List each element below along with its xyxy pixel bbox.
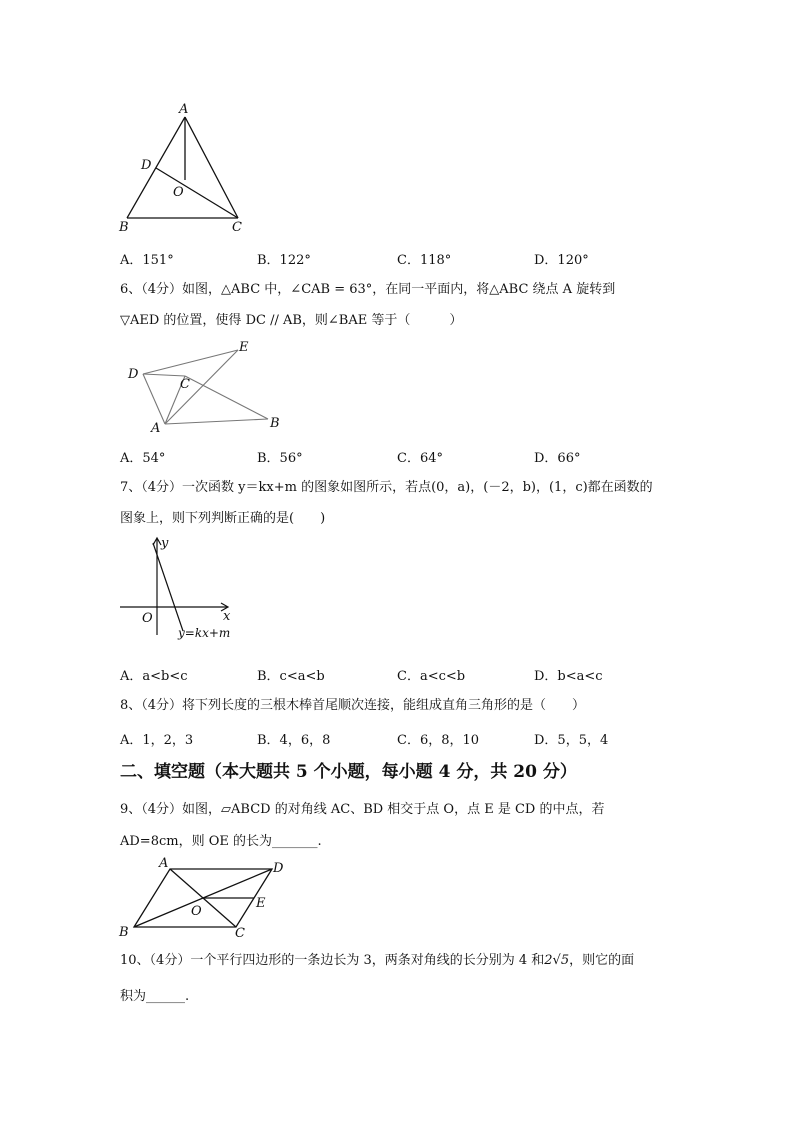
q10-stem-line1 [120, 952, 634, 970]
q10-stem-text-pre: 10、（4分）一个平行四边形的一条边长为 3，两条对角线的长分别为 4 和 [120, 953, 545, 968]
q8-stem: 8、（4分）将下列长度的三根木棒首尾顺次连接，能组成直角三角形的是（ ） [120, 698, 586, 713]
q6-edge-cb [185, 376, 268, 419]
q9-label-e: E [256, 896, 266, 911]
q5-figure [115, 100, 255, 235]
q6-label-e: E [239, 340, 249, 355]
q9-stem-line2: AD=8cm，则 OE 的长为_______. [120, 834, 322, 849]
q6-option-c: C．64° [397, 451, 443, 466]
q7-label-eq: y=kx+m [178, 626, 231, 640]
q9-label-c: C [235, 926, 245, 938]
q7-label-o: O [142, 611, 153, 626]
q5-segment-dc [156, 168, 238, 218]
q6-edge-ae [165, 350, 238, 424]
q6-label-c: C [180, 377, 190, 392]
q8-option-a: A．1，2，3 [120, 733, 194, 748]
q8-option-d: D．5，5，4 [534, 733, 609, 748]
q6-stem-line1: 6、（4分）如图，△ABC 中，∠CAB = 63°，在同一平面内，将△ABC 绕点 A 旋转到 [120, 282, 616, 297]
q5-options [120, 249, 680, 267]
q8-option-c: C．6，8，10 [397, 733, 480, 748]
q5-option-b: B．122° [257, 253, 311, 268]
q5-edge-ab [127, 117, 185, 218]
q6-label-d: D [128, 367, 139, 382]
q5-label-b: B [119, 220, 129, 235]
q6-edge-de [143, 350, 238, 374]
q7-option-d: D．b<a<c [534, 669, 603, 684]
q10-sqrt-expression: 2√5 [544, 953, 570, 968]
q9-figure [115, 853, 295, 938]
q5-option-c: C．118° [397, 253, 452, 268]
q7-option-a: A．a<b<c [120, 669, 188, 684]
q7-stem-line1: 7、（4分）一次函数 y＝kx+m 的图象如图所示，若点(0，a)，(－2，b)，(1，c)都在函数的 [120, 480, 653, 495]
q6-stem-line2: ▽AED 的位置，使得 DC // AB，则∠BAE 等于（ ） [120, 313, 463, 328]
q9-label-b: B [119, 925, 129, 938]
q5-option-a: A．151° [120, 253, 174, 268]
q7-figure [115, 535, 240, 645]
q8-options [120, 729, 680, 747]
q5-label-d: D [141, 158, 152, 173]
q7-option-c: C．a<c<b [397, 669, 466, 684]
section-heading-fill-in: 二、填空题（本大题共 5 个小题，每小题 4 分，共 20 分） [120, 762, 577, 782]
q10-stem-text-post: ，则它的面 [569, 953, 635, 968]
q7-label-x: x [223, 609, 231, 624]
q7-stem-line2: 图象上，则下列判断正确的是( ) [120, 511, 326, 526]
q6-label-b: B [270, 416, 280, 431]
q7-option-b: B．c<a<b [257, 669, 325, 684]
q5-edge-ac [185, 117, 238, 218]
q9-label-a: A [159, 856, 169, 871]
q5-label-c: C [232, 220, 242, 235]
q5-option-d: D．120° [534, 253, 589, 268]
q6-option-b: B．56° [257, 451, 303, 466]
q6-edge-ab [165, 419, 268, 424]
q5-label-a: A [179, 102, 189, 117]
q6-option-d: D．66° [534, 451, 581, 466]
q6-edge-da [143, 374, 165, 424]
q6-option-a: A．54° [120, 451, 166, 466]
q10-stem-line2: 积为______. [120, 989, 190, 1004]
q5-label-o: O [173, 185, 184, 200]
q6-label-a: A [151, 421, 161, 435]
q7-label-y: y [161, 536, 169, 551]
q6-figure [120, 335, 295, 435]
q7-options [120, 665, 680, 683]
q9-stem-line1: 9、（4分）如图，▱ABCD 的对角线 AC、BD 相交于点 O，点 E 是 CD 的中点，若 [120, 802, 605, 817]
q9-label-o: O [191, 904, 202, 919]
q6-segment-dc [143, 374, 185, 376]
q6-options [120, 447, 680, 465]
q9-label-d: D [273, 861, 284, 876]
q8-option-b: B．4，6，8 [257, 733, 331, 748]
